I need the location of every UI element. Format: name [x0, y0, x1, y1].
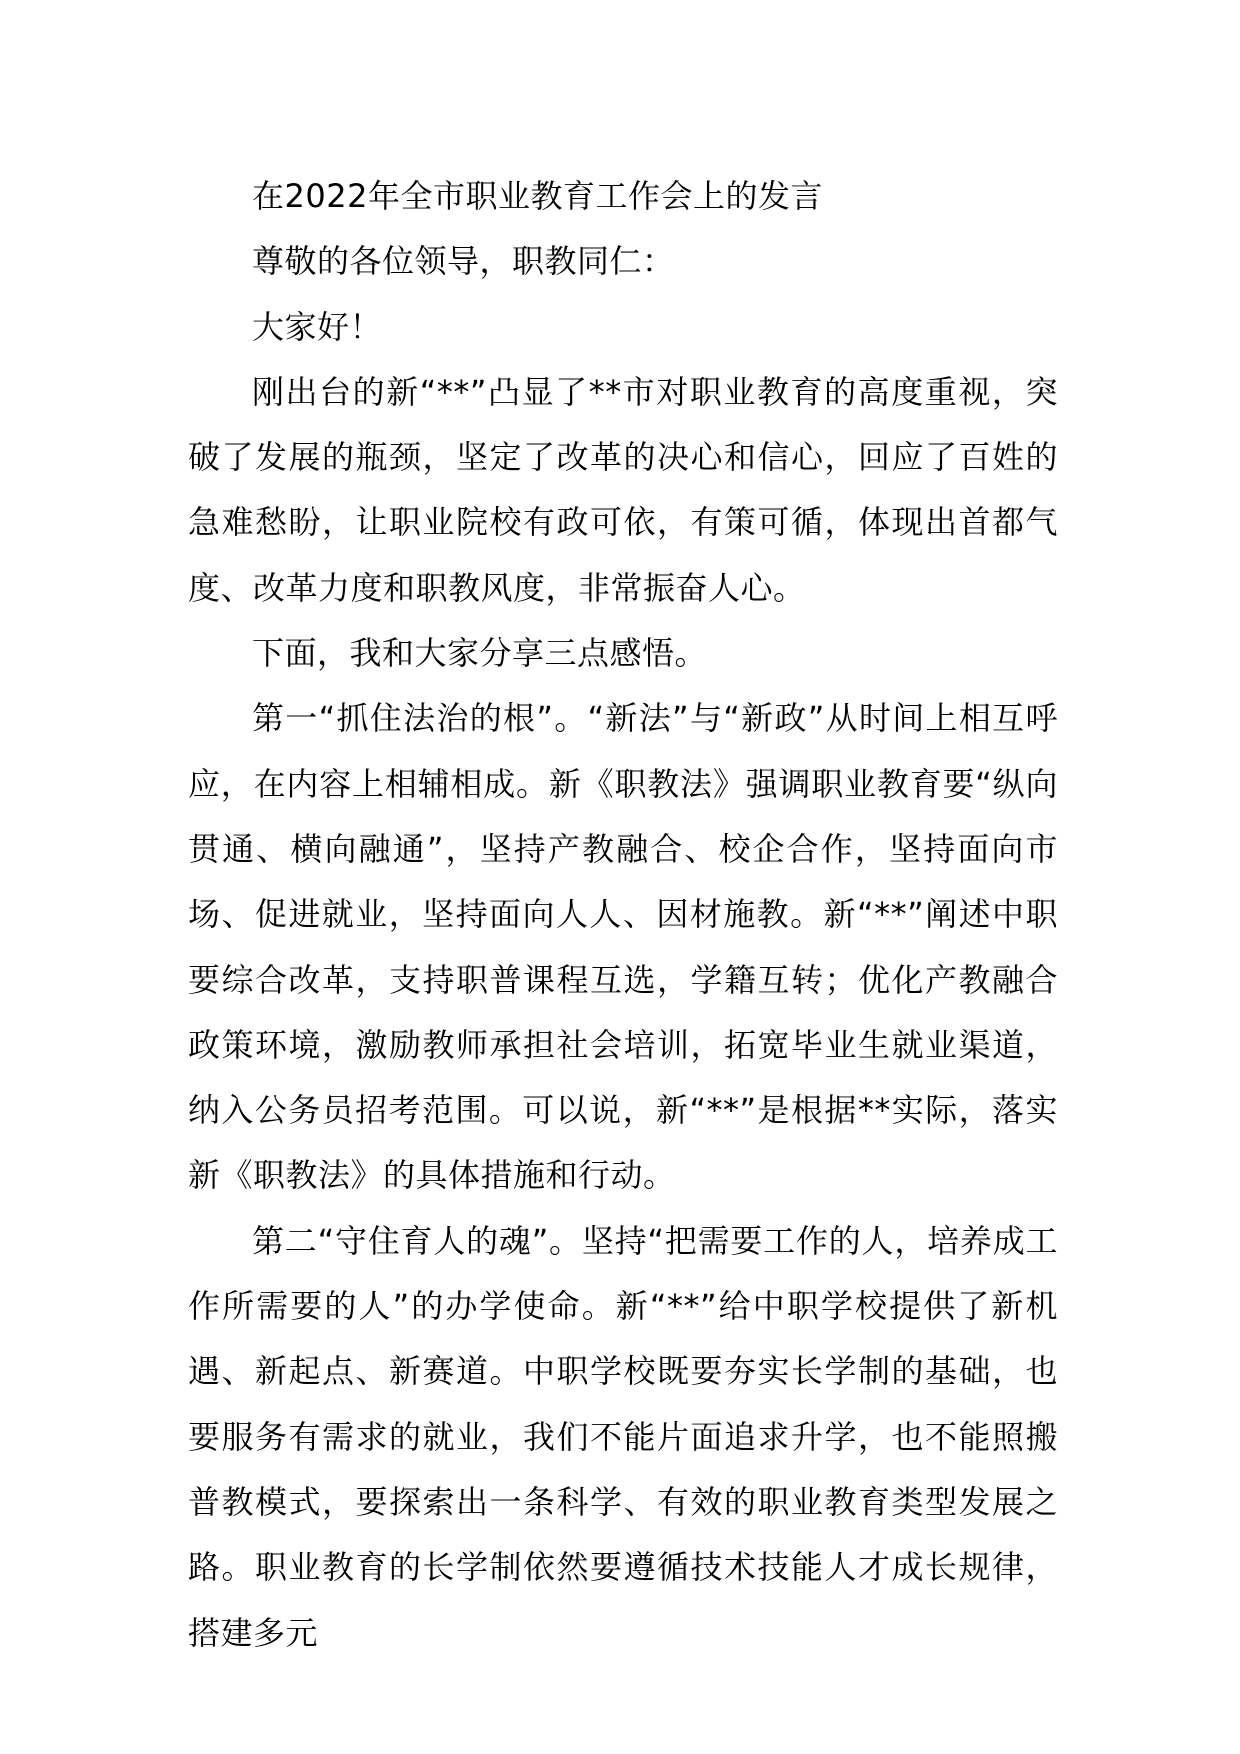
paragraph-point-one: 第一“抓住法治的根”。“新法”与“新政”从时间上相互呼应，在内容上相辅相成。新《职教法》强调职业教育要“纵向贯通、横向融通”，坚持产教融合、校企合作，坚持面向市场、促进就业，坚持面向人人、因材施教。新“**”阐述中职要综合改革，支持职普课程互选，学籍互转；优化产教融合政策环境，激励教师承担社会培训，拓宽毕业生就业渠道，纳入公务员招考范围。可以说，新“**”是根据**实际，落实新《职教法》的具体措施和行动。: [188, 699, 1058, 1195]
document-body: [188, 164, 1058, 1666]
document-title: 在2022年全市职业教育工作会上的发言: [252, 177, 823, 215]
paragraph-intro: 刚出台的新“**”凸显了**市对职业教育的高度重视，突破了发展的瓶颈，坚定了改革的决心和信心，回应了百姓的急难愁盼，让职业院校有政可依，有策可循，体现出首都气度、改革力度和职教风度，非常振奋人心。: [188, 372, 1058, 607]
paragraph-transition: 下面，我和大家分享三点感悟。: [252, 634, 708, 673]
paragraph-point-two: 第二“守住育人的魂”。坚持“把需要工作的人，培养成工作所需要的人”的办学使命。新“**”给中职学校提供了新机遇、新起点、新赛道。中职学校既要夯实长学制的基础，也要服务有需求的就业，我们不能片面追求升学，也不能照搬普教模式，要探索出一条科学、有效的职业教育类型发展之路。职业教育的长学制依然要遵循技术技能人才成长规律，搭建多元: [188, 1221, 1058, 1652]
salutation: 尊敬的各位领导，职教同仁：: [252, 242, 675, 281]
greeting: 大家好！: [252, 307, 383, 346]
